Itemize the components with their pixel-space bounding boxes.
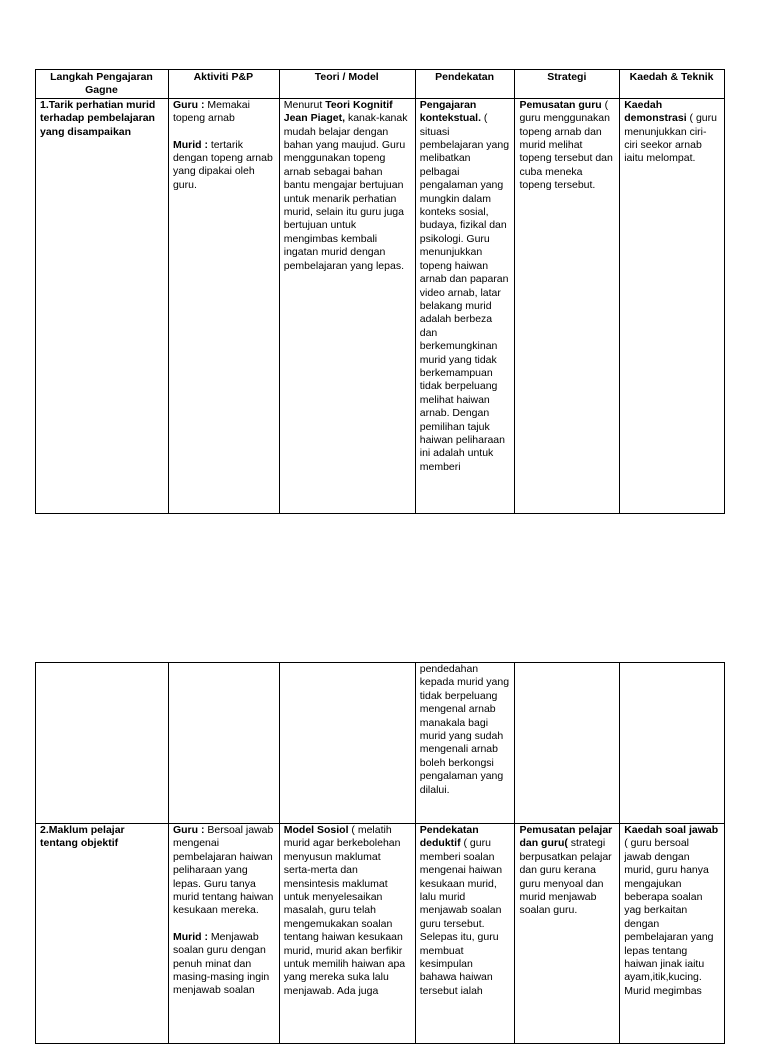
cell-step-empty — [36, 663, 169, 824]
theory-name: Teori Kognitif Jean Piaget, — [283, 98, 393, 125]
cell-activity — [168, 824, 279, 1044]
murid-activity-text: Menjawab soalan guru dengan penuh minat dan masing-masing ingin menjawab soalan — [172, 930, 270, 997]
header-theory: Teori / Model — [279, 70, 415, 99]
strategy-text: strategi berpusatkan pelajar dan guru kerana guru menyoal dan murid menjawab soalan guru. — [519, 837, 612, 917]
step-title: 2.Maklum pelajar tentang objektif — [40, 824, 125, 850]
guru-label: Guru : — [172, 98, 205, 111]
table-header-row — [36, 70, 725, 99]
cell-theory — [279, 98, 415, 513]
cell-strategy — [515, 824, 620, 1044]
method-name: Kaedah soal jawab — [624, 824, 719, 836]
cell-method — [620, 98, 725, 513]
header-gagne-step: Langkah Pengajaran Gagne — [36, 70, 169, 99]
cell-approach — [415, 824, 515, 1044]
approach-text: ( situasi pembelajaran yang melibatkan pelbagai pengalaman yang mungkin dalam konteks sosial, budaya, fizikal dan psikologi. Guru menunjukkan topeng haiwan arnab dan paparan video arnab, latar belakang murid adalah berbeza dan berkemungkinan murid yang tidak berkemampuan tidak berpeluang melihat haiwan arnab. Dengan pemilihan tajuk haiwan peliharaan ini adalah untuk memberi — [419, 112, 510, 473]
theory-name: Model Sosiol — [283, 824, 349, 836]
header-strategy: Strategi — [515, 70, 620, 99]
cell-approach-continued — [415, 663, 515, 824]
approach-text-continued: pendedahan kepada murid yang tidak berpeluang mengenal arnab manakala bagi murid yang sudah mengenali arnab boleh berkongsi pengalaman yang dilalui. — [419, 663, 510, 796]
cell-method-empty — [620, 663, 725, 824]
murid-label: Murid : — [172, 138, 208, 151]
approach-text: ( guru memberi soalan mengenai haiwan kesukaan murid, lalu murid menjawab soalan guru tersebut. Selepas itu, guru membuat kesimpulan bahawa haiwan tersebut ialah — [419, 837, 503, 997]
cell-step — [36, 98, 169, 513]
theory-text: kanak-kanak mudah belajar dengan bahan yang maujud. Guru menggunakan topeng arnab sebagai bahan bantu mengajar bertujuan untuk menarik perhatian murid, selain itu guru juga bertujuan untuk mengimbas kembali ingatan murid dengan pembelajaran yang lepas. — [283, 112, 408, 272]
guru-activity-text: Bersoal jawab mengenai pembelajaran haiwan peliharaan yang lepas. Guru tanya murid tentang haiwan kesukaan mereka. — [172, 824, 274, 917]
cell-strategy-empty — [515, 663, 620, 824]
strategy-text: ( guru menggunakan topeng arnab dan murid melihat topeng tersebut dan cuba meneka topeng tersebut. — [519, 98, 613, 192]
step-title: 1.Tarik perhatian murid terhadap pembelajaran yang disampaikan — [40, 98, 156, 138]
cell-theory-empty — [279, 663, 415, 824]
theory-text: ( melatih murid agar berkebolehan menyusun maklumat serta-merta dan mensintesis maklumat untuk menyelesaikan masalah, guru telah mengemukakan soalan tentang haiwan kesukaan murid, murid akan berfikir untuk memilih haiwan apa yang mereka suka lalu menjawab. Ada juga — [283, 824, 406, 997]
method-text: ( guru bersoal jawab dengan murid, guru hanya mengajukan beberapa soalan yag berkaitan dengan pembelajaran yang lepas tentang haiwan jinak iaitu ayam,itik,kucing. Murid megimbas — [624, 837, 714, 997]
strategy-name: Pemusatan pelajar dan guru( — [519, 824, 613, 850]
cell-method — [620, 824, 725, 1044]
approach-name: Pengajaran kontekstual. — [419, 98, 482, 125]
guru-activity-text: Memakai topeng arnab — [172, 98, 250, 125]
approach-name: Pendekatan deduktif — [419, 824, 479, 850]
method-text: ( guru menunjukkan ciri-ciri seekor arnab iaitu melompat. — [624, 112, 717, 165]
cell-activity-empty — [168, 663, 279, 824]
header-method: Kaedah & Teknik — [620, 70, 725, 99]
table-row — [36, 98, 725, 513]
header-approach: Pendekatan — [415, 70, 515, 99]
method-name: Kaedah demonstrasi — [624, 98, 687, 125]
lesson-plan-table-page1 — [35, 69, 725, 514]
strategy-name: Pemusatan guru — [519, 98, 602, 111]
cell-strategy — [515, 98, 620, 513]
theory-prefix: Menurut — [283, 98, 326, 111]
cell-approach — [415, 98, 515, 513]
cell-step — [36, 824, 169, 1044]
murid-label: Murid : — [172, 930, 208, 943]
lesson-plan-table-page2 — [35, 662, 725, 1044]
cell-theory — [279, 824, 415, 1044]
murid-activity-text: tertarik dengan topeng arnab yang dipakai oleh guru. — [172, 138, 273, 191]
table-row-continued — [36, 663, 725, 824]
cell-activity — [168, 98, 279, 513]
guru-label: Guru : — [172, 824, 205, 836]
table-row — [36, 824, 725, 1044]
header-activity: Aktiviti P&P — [168, 70, 279, 99]
